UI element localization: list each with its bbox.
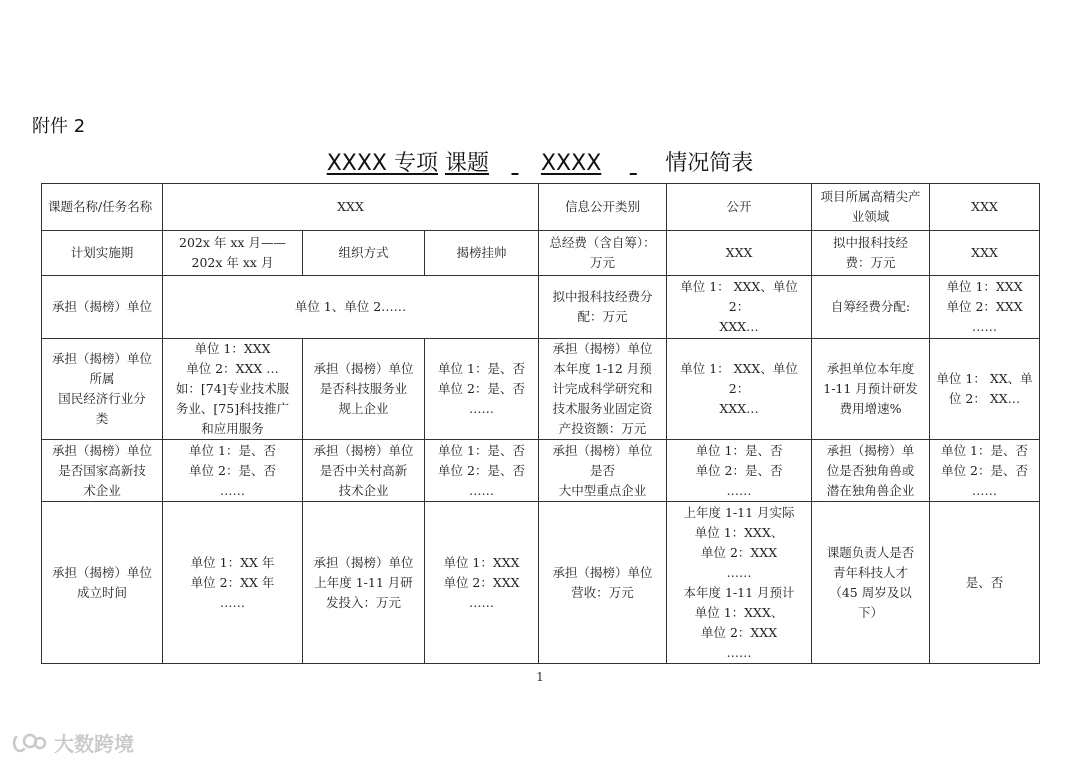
page-number: 1 [536,670,544,684]
value-self-funding: 单位 1：XXX 单位 2：XXX …… [930,276,1040,339]
value-total-funding: XXX [667,231,812,276]
label-fixed-asset-investment: 承担（揭榜）单位 本年度 1-12 月预 计完成科学研究和 技术服务业固定资 产投资额：万元 [539,339,667,440]
table-row [42,440,1040,502]
value-young-talent: 是、否 [930,502,1040,664]
title-blank-1 [489,151,541,176]
title-part-topic: 课题 [444,151,489,176]
value-disclosure-category: 公开 [667,184,812,231]
value-industry-classification: 单位 1：XXX 单位 2：XXX … 如：[74]专业技术服 务业、[75]科技推广 和应用服务 [163,339,303,440]
value-tech-service-enterprise: 单位 1：是、否 单位 2：是、否 …… [425,339,539,440]
title-part-summary: 情况简表 [665,151,754,176]
label-task-name: 课题名称/任务名称 [42,184,163,231]
value-rd-growth-rate: 单位 1： XX、单 位 2： XX… [930,339,1040,440]
value-task-name: XXX [163,184,539,231]
label-requested-funding: 拟中报科技经 费：万元 [812,231,930,276]
table-row [42,502,1040,664]
value-fixed-asset-investment: 单位 1： XXX、单位 2： XXX… [667,339,812,440]
title-part-name: XXXX [540,151,602,176]
label-establishment-date: 承担（揭榜）单位 成立时间 [42,502,163,664]
label-zgc-high-tech: 承担（揭榜）单位 是否中关村高新 技术企业 [303,440,425,502]
attachment-label: 附件 2 [32,116,86,137]
label-disclosure-category: 信息公开类别 [539,184,667,231]
label-rd-growth-rate: 承担单位本年度 1-11 月预计研发 费用增速% [812,339,930,440]
value-zgc-high-tech: 单位 1：是、否 单位 2：是、否 …… [425,440,539,502]
title-blank-2 [601,151,665,176]
value-large-key-enterprise: 单位 1：是、否 单位 2：是、否 …… [667,440,812,502]
label-large-key-enterprise: 承担（揭榜）单位 是否 大中型重点企业 [539,440,667,502]
label-organization-mode: 组织方式 [303,231,425,276]
watermark [10,728,134,757]
value-organization-mode: 揭榜挂帅 [425,231,539,276]
value-undertaking-unit: 单位 1、单位 2…… [163,276,539,339]
value-requested-funding: XXX [930,231,1040,276]
value-national-high-tech: 单位 1：是、否 单位 2：是、否 …… [163,440,303,502]
table-row [42,339,1040,440]
table-row [42,231,1040,276]
label-unicorn-enterprise: 承担（揭榜）单 位是否独角兽或 潜在独角兽企业 [812,440,930,502]
summary-table [41,183,1040,664]
page-title [0,146,1080,177]
label-total-funding: 总经费（含自筹）： 万元 [539,231,667,276]
label-undertaking-unit: 承担（揭榜）单位 [42,276,163,339]
label-industry-field: 项目所属高精尖产业领域 [812,184,930,231]
value-unicorn-enterprise: 单位 1：是、否 单位 2：是、否 …… [930,440,1040,502]
value-industry-field: XXX [930,184,1040,231]
label-self-funding: 自筹经费分配: [812,276,930,339]
label-industry-classification: 承担（揭榜）单位 所属 国民经济行业分 类 [42,339,163,440]
label-implementation-period: 计划实施期 [42,231,163,276]
table-row [42,276,1040,339]
label-young-talent: 课题负责人是否 青年科技人才 （45 周岁及以 下） [812,502,930,664]
label-revenue: 承担（揭榜）单位 营收：万元 [539,502,667,664]
table-row [42,184,1040,231]
value-funding-allocation: 单位 1： XXX、单位 2： XXX… [667,276,812,339]
value-rd-investment: 单位 1：XXX 单位 2：XXX …… [425,502,539,664]
value-establishment-date: 单位 1：XX 年 单位 2：XX 年 …… [163,502,303,664]
dashuju-logo-icon [10,729,48,757]
value-implementation-period: 202x 年 xx 月—— 202x 年 xx 月 [163,231,303,276]
label-national-high-tech: 承担（揭榜）单位 是否国家高新技 术企业 [42,440,163,502]
watermark-text: 大数跨境 [54,732,134,756]
label-tech-service-enterprise: 承担（揭榜）单位 是否科技服务业 规上企业 [303,339,425,440]
label-rd-investment: 承担（揭榜）单位 上年度 1-11 月研 发投入：万元 [303,502,425,664]
label-funding-allocation: 拟中报科技经费分 配：万元 [539,276,667,339]
title-part-project: XXXX 专项 [326,151,438,176]
value-revenue: 上年度 1-11 月实际 单位 1：XXX、 单位 2：XXX …… 本年度 1-11 月预计 单位 1：XXX、 单位 2：XXX …… [667,502,812,664]
